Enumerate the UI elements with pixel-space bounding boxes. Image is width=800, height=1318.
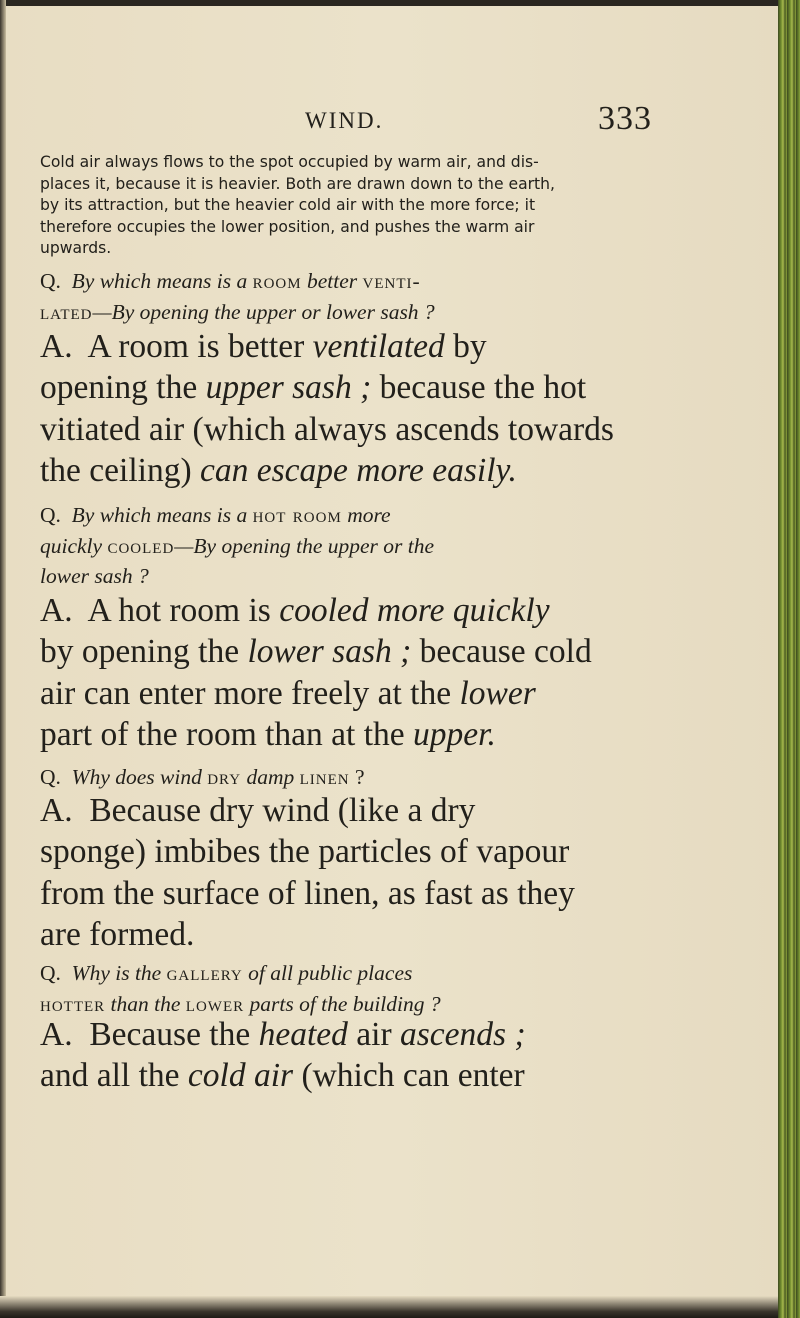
answer-text: and all the — [40, 1057, 188, 1095]
answer-emphasis: heated — [258, 1016, 348, 1053]
answer-emphasis: cooled more quickly — [279, 592, 550, 629]
answer-1 — [40, 326, 740, 491]
question-emphasis: hot room — [252, 503, 342, 527]
answer-text: sponge) imbibes the particles of vapour — [40, 833, 570, 871]
question-emphasis: lower — [185, 991, 245, 1016]
answer-emphasis: upper. — [413, 715, 496, 753]
answer-text: part of the room than at the — [40, 715, 414, 753]
intro-paragraph — [40, 152, 745, 260]
question-text: ? — [349, 765, 365, 789]
answer-text: air can enter more freely at the — [40, 674, 460, 712]
answer-label: A. — [40, 328, 73, 365]
book-cover-edge — [778, 0, 800, 1318]
question-emphasis: hotter — [40, 991, 106, 1016]
question-emphasis: room — [252, 269, 302, 293]
question-text: Why does wind — [71, 765, 208, 789]
answer-label: A. — [40, 592, 73, 629]
question-label: Q. — [40, 765, 61, 789]
page-left-edge — [0, 0, 6, 1318]
intro-line: places it, because it is heavier. Both are drawn down to the earth, — [40, 174, 556, 193]
question-text: Why is the — [71, 961, 167, 985]
answer-emphasis: can escape more easily. — [200, 451, 517, 489]
answer-text: Because the — [89, 1016, 259, 1053]
answer-text: by — [444, 328, 487, 365]
answer-label: A. — [40, 792, 73, 829]
answer-2 — [40, 590, 740, 755]
answer-emphasis: lower sash ; — [247, 633, 412, 671]
question-text: parts of the building ? — [244, 991, 441, 1016]
answer-text: A hot room is — [87, 592, 280, 629]
question-text: more — [341, 503, 391, 527]
answer-text: are formed. — [40, 915, 195, 953]
question-text: damp — [241, 765, 300, 789]
question-text: By which means is a — [71, 269, 253, 293]
answer-text: (which can enter — [293, 1057, 525, 1095]
question-label: Q. — [40, 961, 61, 985]
answer-4 — [40, 1014, 740, 1097]
answer-text: from the surface of linen, as fast as they — [40, 874, 575, 912]
answer-text: because cold — [411, 633, 592, 671]
question-2 — [40, 500, 740, 592]
question-text: better — [301, 269, 363, 293]
question-1 — [40, 266, 740, 327]
intro-line: therefore occupies the lower position, and pushes the warm air — [40, 217, 535, 236]
question-text: quickly — [40, 533, 108, 558]
page-bottom-edge — [0, 1296, 778, 1318]
answer-3 — [40, 790, 740, 955]
question-emphasis: lated — [40, 299, 93, 324]
running-head — [0, 100, 778, 140]
answer-text: air — [347, 1016, 401, 1053]
answer-emphasis: upper sash ; — [205, 369, 372, 407]
question-text: —By opening the upper or the — [174, 533, 435, 558]
answer-emphasis: lower — [459, 674, 536, 712]
answer-text: opening the — [40, 369, 206, 407]
intro-line: by its attraction, but the heavier cold air with the more force; it — [40, 196, 536, 214]
question-text: than the — [105, 991, 186, 1016]
running-head-title: WIND. — [305, 108, 384, 133]
answer-emphasis: cold air — [187, 1057, 294, 1095]
question-text: of all public places — [242, 961, 413, 985]
question-emphasis: gallery — [166, 961, 243, 985]
intro-line: Cold air always flows to the spot occupied by warm air, and dis- — [40, 153, 539, 171]
answer-text: by opening the — [40, 633, 248, 671]
page-top-edge — [0, 0, 800, 6]
answer-text: vitiated air (which always ascends towards — [40, 410, 614, 448]
question-label: Q. — [40, 269, 61, 293]
question-4 — [40, 958, 740, 1019]
page-number: 333 — [598, 100, 652, 137]
answer-text: A room is better — [87, 328, 313, 365]
question-emphasis: dry — [207, 765, 242, 789]
question-emphasis: linen — [299, 765, 350, 789]
question-label: Q. — [40, 503, 61, 527]
answer-label: A. — [40, 1016, 73, 1053]
question-text: lower sash ? — [40, 564, 149, 588]
question-emphasis: cooled — [107, 533, 175, 558]
answer-text: the ceiling) — [40, 451, 200, 489]
question-3 — [40, 762, 740, 793]
intro-line: upwards. — [40, 239, 112, 257]
question-emphasis: venti- — [362, 269, 421, 293]
question-text: —By opening the upper or lower sash ? — [92, 299, 435, 324]
question-text: By which means is a — [71, 503, 253, 527]
answer-text: because the hot — [371, 369, 587, 407]
answer-emphasis: ascends ; — [400, 1016, 526, 1053]
answer-text: Because dry wind (like a dry — [89, 792, 476, 829]
answer-emphasis: ventilated — [312, 328, 445, 365]
